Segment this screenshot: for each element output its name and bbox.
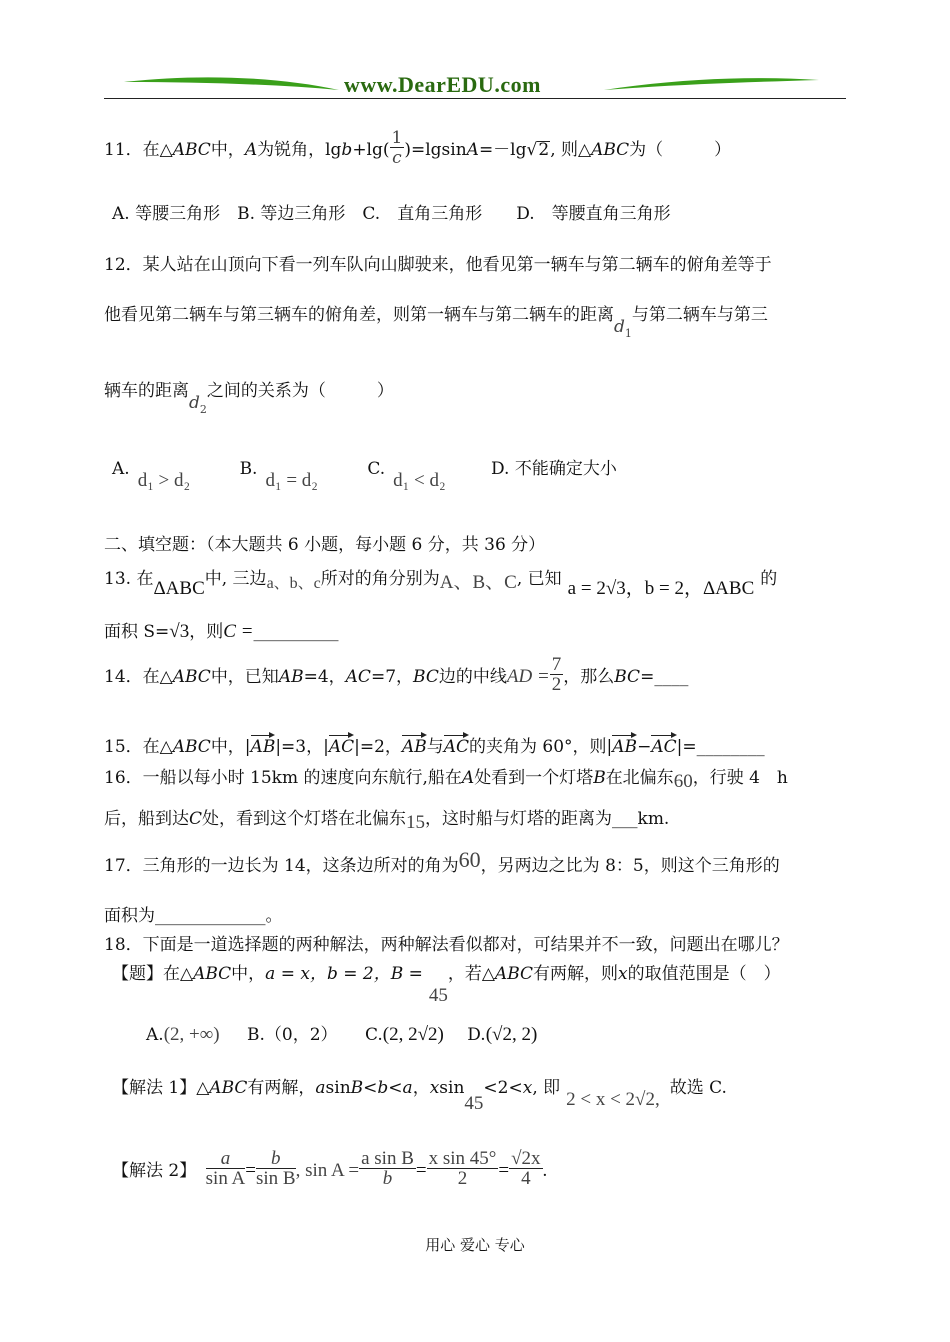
q11-abc: ABC [172, 140, 211, 160]
q15-answer-blank[interactable]: |=________ [676, 737, 765, 757]
q15-text: 中，| [210, 737, 251, 757]
header-rule [104, 98, 846, 99]
q18-text: 有两解， [247, 1078, 316, 1098]
q11-text: 为锐角，lg [257, 140, 342, 160]
q18-frac-1 [206, 1150, 246, 1189]
q18-line-1: 18．下面是一道选择题的两种解法，两种解法看似都对，可结果并不一致，问题出在哪儿？ [104, 935, 789, 955]
q13-c-expr: C = [223, 621, 254, 642]
q18-sin-a: , sin A = [295, 1160, 360, 1181]
q13-text: 所对的角分别为 [320, 569, 440, 589]
q11-text: =－lg [478, 140, 527, 160]
q11-text: )=lgsin [404, 140, 467, 160]
site-header-banner [104, 70, 846, 100]
q15-vector-ab: AB [402, 732, 427, 757]
q13-area-value: √3 [169, 621, 190, 642]
q18-text: 【解法 2】 [112, 1161, 197, 1181]
q12-text: 与第二辆车与第三 [631, 305, 768, 325]
q13-text: 中, 三边 [204, 569, 267, 589]
q18-sol1-angle-45: 45 [464, 1093, 484, 1114]
q15-text: 与 [426, 737, 444, 757]
q12-text: 之间的关系为（ ） [206, 381, 394, 401]
q12-option-b: B. [239, 459, 258, 479]
q13-conditions: a = 2√3，b = 2，ΔABC [567, 578, 755, 599]
q18-angle-45: 45 [428, 985, 448, 1006]
q12-option-b-expr: d₁ = d₂ [265, 470, 318, 491]
q18-option-a: A. [146, 1025, 164, 1045]
q18-text: 的取值范围是（ ） [627, 964, 781, 984]
q18-frac-3-den: b [382, 1168, 393, 1189]
q17-angle: 60 [458, 847, 481, 872]
q17-line-2: 面积为_____________。 [104, 906, 283, 926]
q18-text: <2< [483, 1078, 523, 1098]
q17-text: ，另两边之比为 8：5，则这个三角形的 [480, 856, 780, 876]
q11-fraction [390, 129, 405, 168]
q12-option-c: C. [367, 459, 386, 479]
q16-line-2 [104, 804, 670, 833]
q12-option-d: D. 不能确定大小 [491, 459, 617, 479]
q15-vector-ac: AC [329, 732, 354, 757]
q14-ab: AB [278, 667, 304, 687]
q12-option-a-expr: d₁ > d₂ [137, 470, 191, 491]
q18-text: 有两解，则 [533, 964, 619, 984]
q18-frac-2-num: b [271, 1148, 281, 1169]
question-16 [104, 763, 788, 792]
q14-frac-num: 7 [551, 654, 562, 675]
q16-angle-1: 60 [673, 771, 693, 792]
q18-text: < [363, 1078, 378, 1098]
q13-text: 的 [760, 569, 778, 589]
q14-text: ，那么 [563, 667, 615, 687]
q15-text: |=3，| [275, 737, 329, 757]
q18-option-d: D. [467, 1025, 486, 1045]
q18-frac-1-num: a [220, 1148, 231, 1169]
q11-frac-den: c [392, 148, 402, 168]
q12-line-3 [104, 376, 394, 416]
q18-sol1-b: b [377, 1078, 389, 1098]
q18-frac-3-num: a sin B [361, 1148, 414, 1169]
page-footer: 用心 爱心 专心 [425, 1236, 525, 1254]
q18-text: ，若△ [447, 964, 495, 984]
question-13 [104, 563, 778, 599]
q11-abc: ABC [591, 140, 630, 160]
q18-text: 【解法 1】△ [112, 1078, 210, 1098]
q18-options [146, 1020, 537, 1046]
q14-text: 中，已知 [210, 667, 279, 687]
q11-text: 为（ ） [629, 140, 732, 160]
q18-option-b: B.（0，2） [247, 1025, 338, 1045]
q12-text: 辆车的距离 [104, 381, 189, 401]
q15-text: |=2， [354, 737, 402, 757]
q14-text: 边的中线 [438, 667, 507, 687]
q16-text: ，这时船与灯塔的距离为___km. [425, 809, 670, 829]
q16-angle-2: 15 [406, 812, 426, 833]
q18-abc: ABC [193, 964, 232, 984]
q18-text: 中， [231, 964, 266, 984]
q16-b: B [593, 768, 606, 788]
q18-values: a = x，b = 2，B = [265, 964, 423, 984]
question-14 [104, 654, 689, 697]
q18-sol1-x: x [429, 1078, 440, 1098]
q11-number: 11． [104, 140, 143, 160]
q18-eq: = [415, 1160, 427, 1181]
q12-option-a: A. [112, 459, 130, 479]
q12-sub1: 1 [624, 327, 632, 340]
q18-frac-5-num: √2x [511, 1148, 541, 1169]
q14-ac: AC [345, 667, 371, 687]
q14-text: =4， [303, 667, 346, 687]
q18-frac-4-den: 2 [457, 1168, 468, 1189]
q16-text: 后，船到达 [104, 809, 189, 829]
q18-frac-1-den: sin A [205, 1168, 246, 1189]
q15-abc: ABC [172, 737, 211, 757]
site-logo-text[interactable]: www.DearEDU.com [344, 72, 541, 97]
q18-sol1-inequality: 2 < x < 2√2, [566, 1089, 660, 1110]
q18-frac-5 [509, 1150, 542, 1189]
q18-text: sin [325, 1078, 351, 1098]
q18-text: 故选 C. [669, 1078, 727, 1098]
q11-text: , 则△ [550, 140, 592, 160]
q14-frac-den: 2 [551, 674, 562, 695]
q12-line-1: 12．某人站在山顶向下看一列车队向山脚驶来，他看见第一辆车与第二辆车的俯角差等于 [104, 255, 772, 275]
q12-options [112, 454, 617, 491]
q14-ad: AD = [506, 666, 550, 687]
q18-text: sin [439, 1078, 465, 1098]
q18-x: x [618, 964, 628, 984]
q18-text: < [388, 1078, 403, 1098]
q18-frac-4-num: x sin 45° [428, 1148, 497, 1169]
q12-option-c-expr: d₁ < d₂ [393, 470, 446, 491]
q14-bc: BC [413, 667, 439, 687]
q18-text: , 即 [532, 1078, 561, 1098]
q11-a: A [244, 140, 258, 160]
q14-fraction [550, 656, 564, 695]
q11-sqrt: 2 [538, 140, 550, 160]
q12-sub2: 2 [199, 403, 207, 416]
q12-d2: d [189, 393, 200, 413]
question-17 [104, 847, 780, 877]
q18-solution-2 [112, 1148, 548, 1191]
q18-frac-4 [427, 1150, 499, 1189]
q17-text: 17．三角形的一边长为 14，这条边所对的角为 [104, 856, 459, 876]
q18-option-a-expr: (2, +∞) [163, 1024, 220, 1045]
q11-b: b [341, 140, 353, 160]
q14-answer-blank[interactable]: =____ [640, 667, 689, 687]
q16-text: 处，看到这个灯塔在北偏东 [202, 809, 407, 829]
question-11: 11．在△ABC中，A为锐角，lgb+lg( $\frac{1}{c}$ )=lgsinA=－lg√2, 则△ABC为（ ） [104, 128, 732, 168]
q14-abc: ABC [172, 667, 211, 687]
q11-text: 在△ [142, 140, 173, 160]
q13-sides: a、b、c [266, 575, 321, 592]
q11-options: A. 等腰三角形 B. 等边三角形 C. 直角三角形 D. 等腰直角三角形 [112, 204, 671, 224]
q16-text: 处看到一个灯塔 [474, 768, 594, 788]
q18-sol1-x: x [522, 1078, 533, 1098]
q16-c: C [189, 809, 203, 829]
q12-d1: d [614, 317, 625, 337]
q18-abc: ABC [494, 964, 534, 984]
q18-period: . [542, 1160, 548, 1181]
q11-text: 中， [210, 140, 245, 160]
q14-text: 14．在△ [104, 667, 173, 687]
q18-eq: = [245, 1160, 256, 1181]
q13-abc: ΔABC [153, 578, 205, 599]
q18-eq: = [498, 1160, 510, 1181]
q11-frac-num: 1 [391, 128, 403, 148]
q13-answer-blank[interactable]: __________ [253, 622, 339, 642]
q13-text: , 已知 [516, 569, 562, 589]
q11-text: +lg( [352, 140, 390, 160]
q18-sol1-a: a [315, 1078, 326, 1098]
q15-text: 15．在△ [104, 737, 173, 757]
q18-frac-5-den: 4 [521, 1168, 531, 1189]
q15-text: 的夹角为 60°，则| [469, 737, 613, 757]
q18-text: 【题】在△ [112, 964, 194, 984]
q13-text: ，则 [189, 622, 224, 642]
q18-frac-2 [256, 1150, 296, 1189]
q18-option-c: C. [364, 1025, 383, 1045]
q13-line-2 [104, 617, 338, 643]
q13-text: 面积 S= [104, 622, 170, 642]
q18-sol1-b-angle: B [350, 1078, 364, 1098]
q16-text: ，行驶 4 h [692, 768, 788, 788]
q18-sol1-a: a [402, 1078, 413, 1098]
section-2-heading: 二、填空题：（本大题共 6 小题，每小题 6 分，共 36 分） [104, 535, 546, 555]
q18-abc: ABC [209, 1078, 248, 1098]
q15-vector-ac: AC [651, 732, 676, 757]
q18-text: ， [412, 1078, 430, 1098]
q18-option-d-expr: (√2, 2) [485, 1024, 538, 1045]
q15-vector-ab: AB [612, 732, 637, 757]
q18-solution-1 [112, 1073, 727, 1114]
q13-angles: A、B、C [439, 572, 517, 593]
q12-line-2 [104, 300, 768, 340]
q15-minus: − [637, 737, 652, 757]
q16-text: 16．一船以每小时 15km 的速度向东航行,船在 [104, 768, 462, 788]
q18-option-c-expr: (2, 2√2) [382, 1024, 444, 1045]
q13-text: 13. 在 [104, 569, 154, 589]
q12-text: 他看见第二辆车与第三辆车的俯角差，则第一辆车与第二辆车的距离 [104, 305, 614, 325]
q15-vector-ac: AC [444, 732, 469, 757]
q18-frac-3 [359, 1150, 416, 1189]
q14-bc: BC [614, 667, 641, 687]
q18-problem [112, 959, 781, 1006]
q14-text: =7， [370, 667, 414, 687]
q16-a: A [461, 768, 475, 788]
q16-text: 在北偏东 [605, 768, 674, 788]
q15-vector-ab: AB [251, 732, 276, 757]
q11-a: A [466, 140, 479, 160]
question-15 [104, 732, 765, 757]
q18-frac-2-den: sin B [255, 1168, 296, 1189]
